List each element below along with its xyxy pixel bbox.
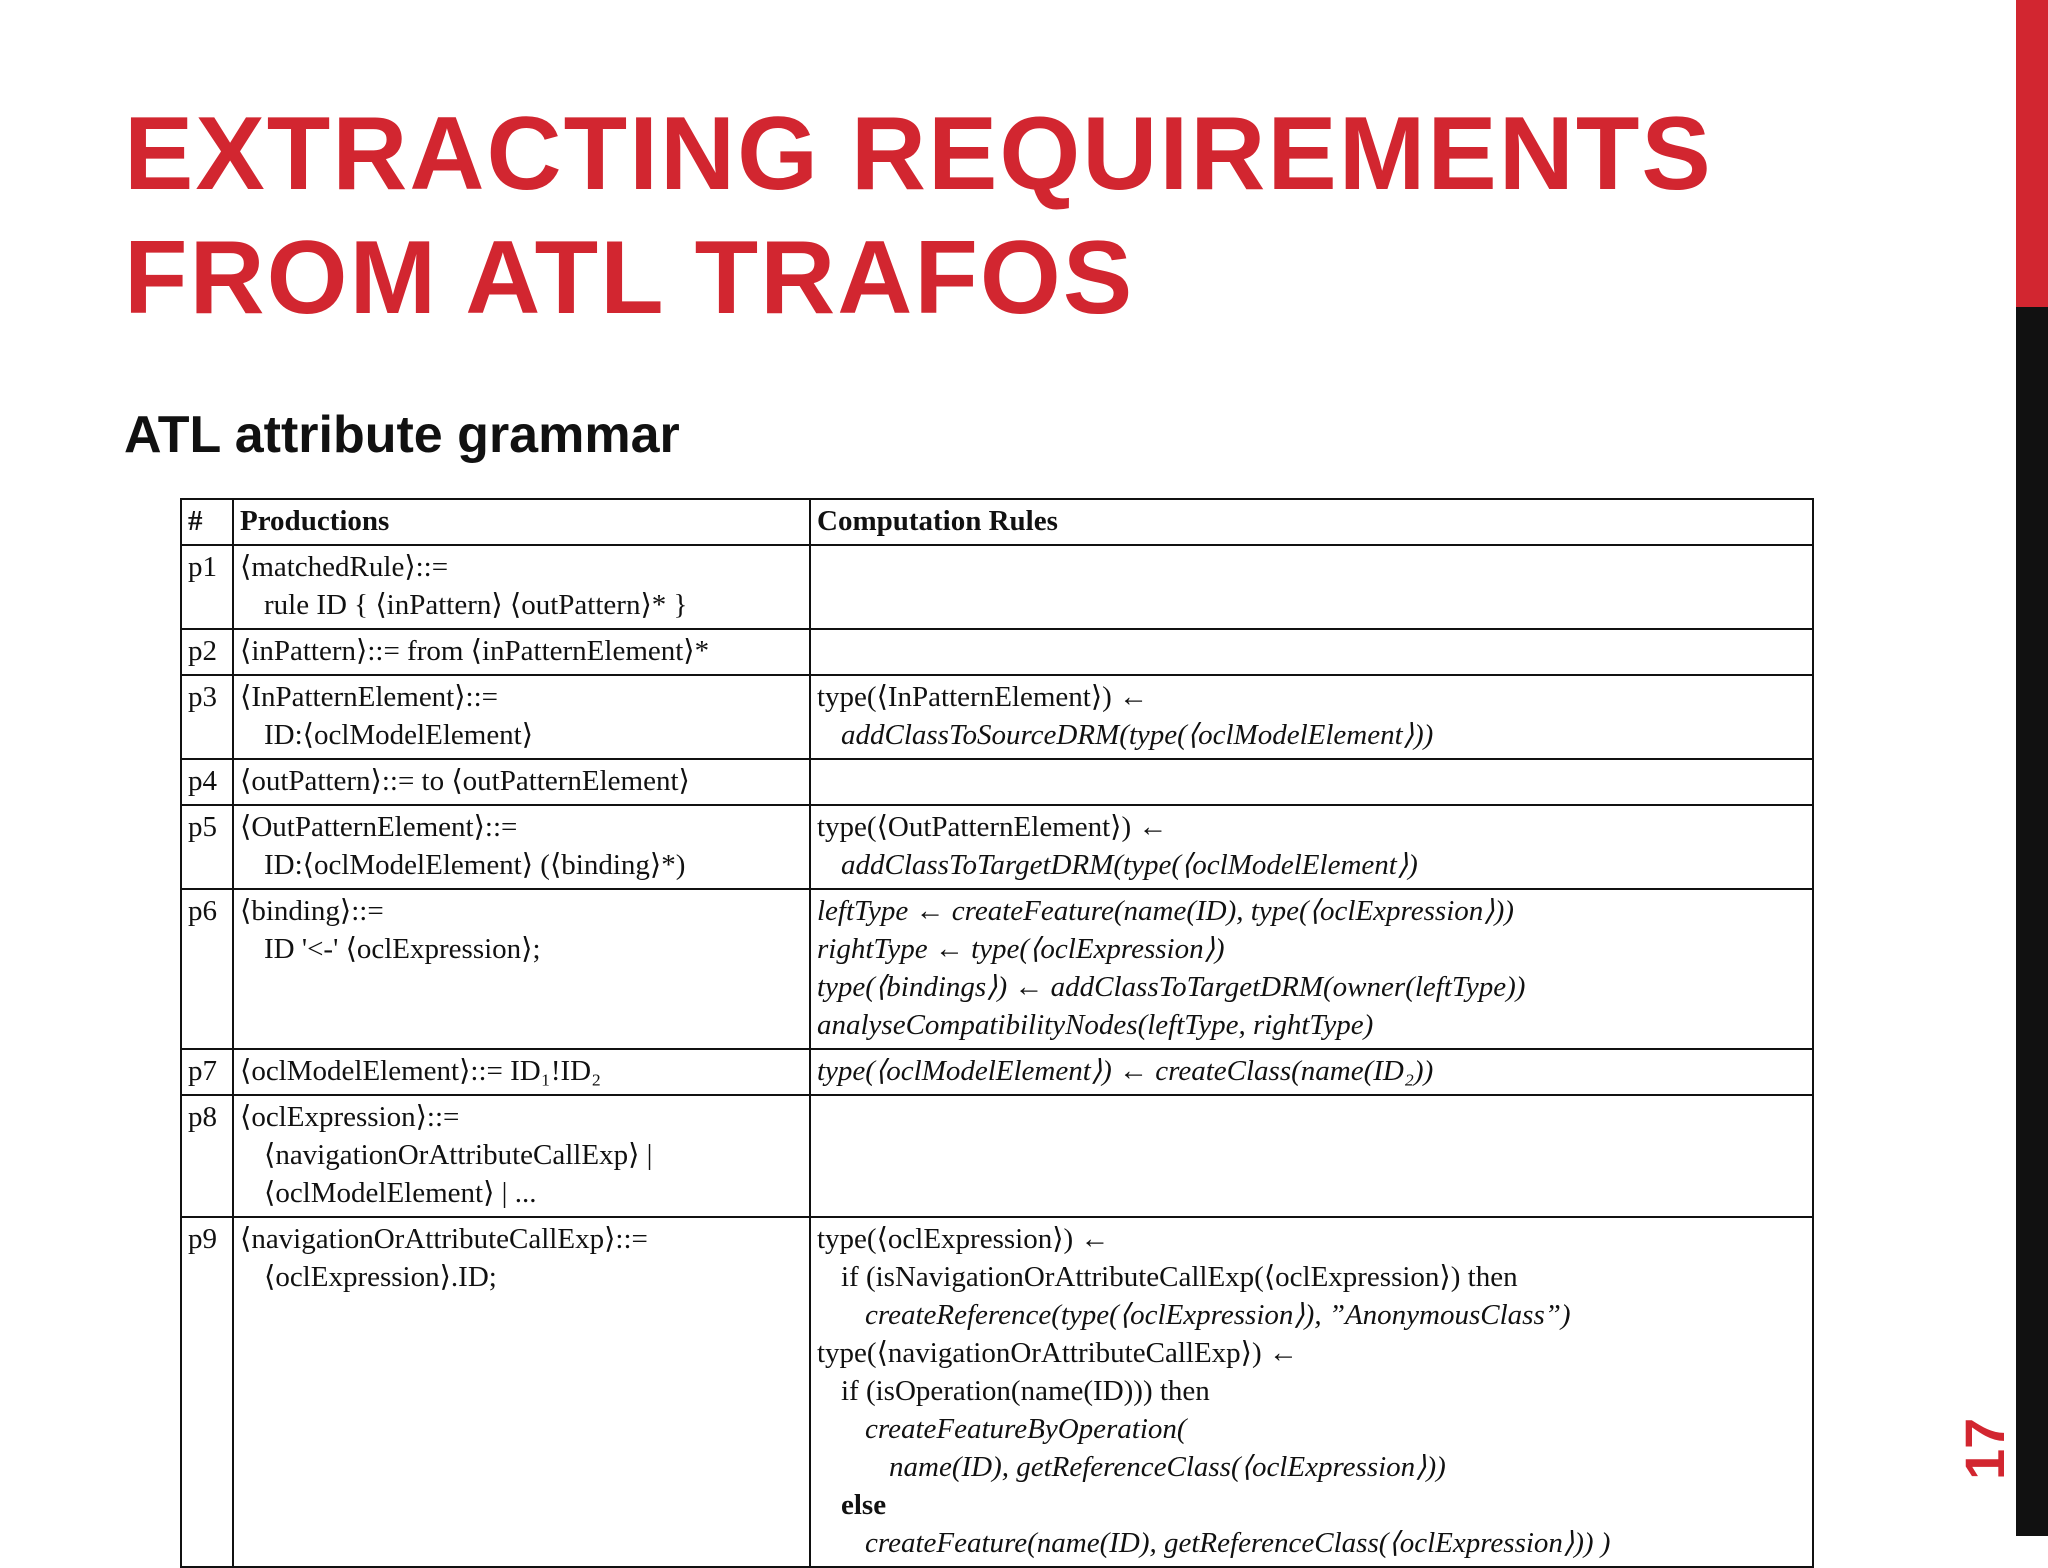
rule-line: leftType ← createFeature(name(ID), type(⟨oclExpression⟩)) (817, 895, 1514, 927)
rule-line: createReference(type(⟨oclExpression⟩), ”AnonymousClass”) (865, 1299, 1571, 1331)
production-line: ⟨InPatternElement⟩::= (240, 681, 499, 713)
production-line: ⟨navigationOrAttributeCallExp⟩::= (240, 1223, 648, 1255)
rule-cell (810, 629, 1813, 675)
table-row (181, 675, 1813, 759)
rule-cell (810, 759, 1813, 805)
production-line: ⟨oclExpression⟩.ID; (264, 1261, 497, 1293)
production-line: ⟨navigationOrAttributeCallExp⟩ | (264, 1139, 653, 1171)
rule-cell (810, 675, 1813, 759)
table-row (181, 889, 1813, 1049)
row-number: p8 (181, 1095, 233, 1217)
accent-bar-black (2016, 307, 2048, 1536)
rule-line: type(⟨OutPatternElement⟩) ← (817, 811, 1168, 843)
page-number: 17 (1953, 1417, 2016, 1480)
rule-line: addClassToSourceDRM(type(⟨oclModelElement⟩)) (841, 719, 1434, 751)
row-number: p4 (181, 759, 233, 805)
row-number: p6 (181, 889, 233, 1049)
table-row (181, 1049, 1813, 1095)
production-line: ⟨outPattern⟩::= to ⟨outPatternElement⟩ (240, 765, 690, 797)
production-line: ⟨OutPatternElement⟩::= (240, 811, 518, 843)
rule-line: if (isOperation(name(ID))) then (841, 1375, 1210, 1407)
table-row (181, 1217, 1813, 1567)
table-row (181, 1095, 1813, 1217)
production-cell (233, 889, 810, 1049)
rule-line: type(⟨bindings⟩) ← addClassToTargetDRM(owner(leftType)) (817, 971, 1526, 1003)
production-cell (233, 805, 810, 889)
row-number: p7 (181, 1049, 233, 1095)
slide-title-line-2: FROM ATL TRAFOS (124, 220, 1135, 336)
rule-cell (810, 1217, 1813, 1567)
production-cell (233, 1095, 810, 1217)
production-line: ⟨oclExpression⟩::= (240, 1101, 460, 1133)
production-line: rule ID { ⟨inPattern⟩ ⟨outPattern⟩* } (264, 589, 688, 621)
rule-line: type(⟨oclExpression⟩) ← (817, 1223, 1110, 1255)
table-row (181, 805, 1813, 889)
rule-line: analyseCompatibilityNodes(leftType, rightType) (817, 1009, 1374, 1041)
production-line: ⟨inPattern⟩::= from ⟨inPatternElement⟩* (240, 635, 710, 667)
production-line: ID '<-' ⟨oclExpression⟩; (264, 933, 541, 965)
rule-cell (810, 1049, 1813, 1095)
rule-line: type(⟨InPatternElement⟩) ← (817, 681, 1149, 713)
accent-bar-red (2016, 0, 2048, 307)
row-number: p3 (181, 675, 233, 759)
table-row (181, 545, 1813, 629)
header-productions: Productions (233, 499, 810, 545)
header-number: # (181, 499, 233, 545)
rule-cell (810, 1095, 1813, 1217)
production-line: ⟨matchedRule⟩::= (240, 551, 449, 583)
rule-cell (810, 545, 1813, 629)
production-cell (233, 1217, 810, 1567)
production-cell (233, 675, 810, 759)
rule-line: addClassToTargetDRM(type(⟨oclModelElement⟩) (841, 849, 1418, 881)
rule-line: name(ID), getReferenceClass(⟨oclExpression⟩)) (889, 1451, 1446, 1483)
header-computation-rules: Computation Rules (810, 499, 1813, 545)
row-number: p9 (181, 1217, 233, 1567)
production-cell (233, 629, 810, 675)
production-cell (233, 1049, 810, 1095)
production-line: ⟨binding⟩::= (240, 895, 384, 927)
row-number: p1 (181, 545, 233, 629)
production-line: ID:⟨oclModelElement⟩ (264, 719, 534, 751)
rule-cell (810, 889, 1813, 1049)
table-header-row (181, 499, 1813, 545)
rule-line: type(⟨oclModelElement⟩) ← createClass(name(ID₂)) (817, 1055, 1434, 1087)
slide-subtitle: ATL attribute grammar (124, 406, 680, 464)
row-number: p2 (181, 629, 233, 675)
rule-line: if (isNavigationOrAttributeCallExp(⟨oclExpression⟩) then (841, 1261, 1518, 1293)
slide-title (124, 92, 1713, 340)
rule-line: rightType ← type(⟨oclExpression⟩) (817, 933, 1225, 965)
slide-title-line-1: EXTRACTING REQUIREMENTS (124, 96, 1713, 212)
rule-line: type(⟨navigationOrAttributeCallExp⟩) ← (817, 1337, 1298, 1369)
rule-line: else (841, 1489, 887, 1521)
production-line: ⟨oclModelElement⟩ | ... (264, 1177, 537, 1209)
production-line: ID:⟨oclModelElement⟩ (⟨binding⟩*) (264, 849, 686, 881)
row-number: p5 (181, 805, 233, 889)
table-row (181, 629, 1813, 675)
rule-cell (810, 805, 1813, 889)
production-cell (233, 759, 810, 805)
production-line: ⟨oclModelElement⟩::= ID₁!ID₂ (240, 1055, 602, 1087)
grammar-table (180, 498, 1814, 1568)
table-row (181, 759, 1813, 805)
production-cell (233, 545, 810, 629)
rule-line: createFeature(name(ID), getReferenceClass(⟨oclExpression⟩)) ) (865, 1527, 1611, 1559)
rule-line: createFeatureByOperation( (865, 1413, 1187, 1445)
